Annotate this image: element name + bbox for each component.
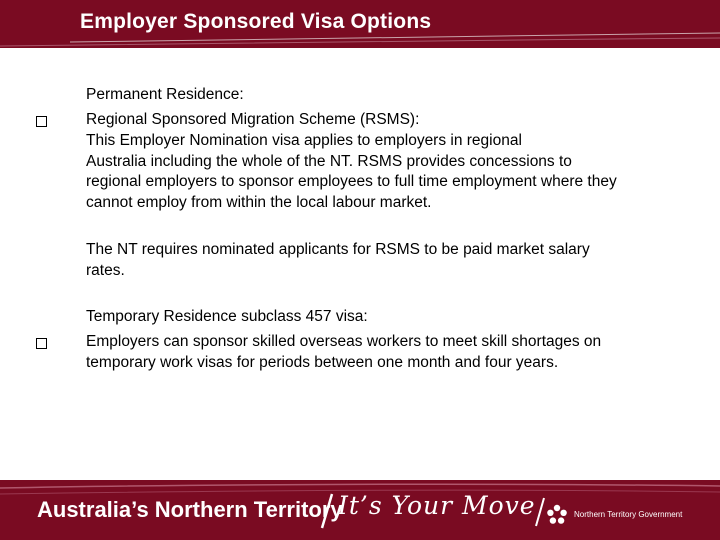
text-line: rates. (86, 261, 125, 279)
checkbox-bullet-icon (36, 116, 47, 127)
heading-colon: : (363, 308, 368, 325)
government-label: Northern Territory Government (574, 510, 683, 519)
slide-title: Employer Sponsored Visa Options (80, 10, 432, 33)
subclass-457-description (86, 332, 706, 373)
subheading-rsms: Regional Sponsored Migration Scheme (RSMS): (86, 111, 420, 128)
rsms-description (86, 131, 706, 213)
heading-colon: : (239, 86, 244, 103)
desert-rose-icon (546, 504, 568, 526)
section-heading-permanent (86, 85, 706, 106)
footer-banner (0, 480, 720, 540)
text-line: cannot employ from within the local labour market. (86, 193, 432, 211)
nt-salary-note (86, 240, 706, 281)
text-line: temporary work visas for periods between one month and four years. (86, 353, 559, 371)
text-line: Australia including the whole of the NT. RSMS provides concessions to (86, 152, 572, 170)
footer-slogan: It’s Your Move (338, 491, 536, 520)
text-line: The NT requires nominated applicants for RSMS to be paid market salary (86, 241, 590, 258)
text-line: regional employers to sponsor employees to full time employment where they (86, 173, 617, 190)
text-line: Employers can sponsor skilled overseas workers to meet skill shortages on (86, 333, 602, 350)
heading-text: Permanent Residence (86, 86, 240, 103)
checkbox-bullet-icon (36, 338, 47, 349)
heading-text: Temporary Residence subclass 457 visa (86, 308, 364, 325)
section-heading-temporary (86, 307, 706, 328)
text-line: This Employer Nomination visa applies to employers in regional (86, 132, 522, 149)
footer-place-name: Australia’s Northern Territory (37, 497, 343, 522)
